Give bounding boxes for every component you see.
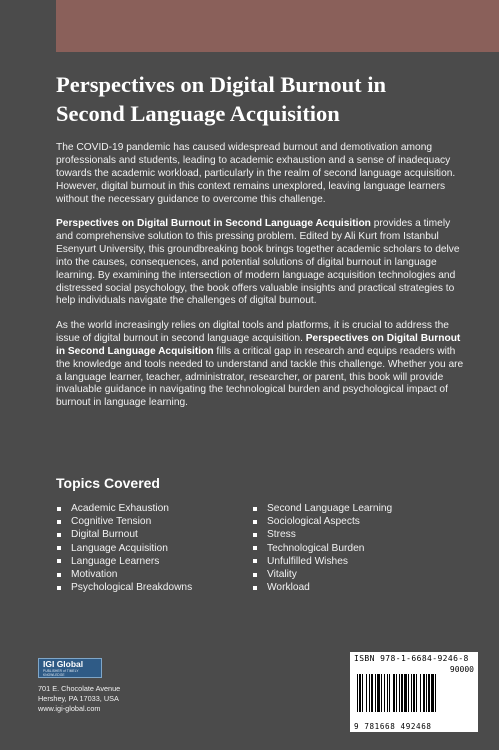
topic-item: Second Language Learning	[252, 502, 392, 515]
topics-list	[56, 502, 456, 594]
barcode-icon	[356, 674, 472, 720]
book-title-inline: Perspectives on Digital Burnout in Second Language Acquisition	[56, 332, 461, 357]
topic-item: Stress	[252, 528, 392, 541]
paragraph-3-text: fills a critical gap in research and equips readers with the knowledge and tools needed to understand and tackle this challenge. Whether you are a language learner, teacher, administrator, researcher, or parent, this book will provide invaluable guidance in navigating the technological burden and psychological impact of burnout in language learning.	[56, 345, 464, 409]
description-paragraph-2	[56, 218, 468, 308]
topic-item: Workload	[252, 581, 392, 594]
description-paragraph-3	[56, 320, 468, 410]
topic-item: Academic Exhaustion	[56, 502, 252, 515]
igi-global-logo	[38, 658, 102, 678]
topic-item: Unfulfilled Wishes	[252, 555, 392, 568]
barcode-digits: 9 781668 492468	[354, 722, 432, 731]
paragraph-2-text: provides a timely and comprehensive solution to this pressing problem. Edited by Ali Kurt from Istanbul Esenyurt University, this groundbreaking book brings together academic scholars to delve into the causes, consequences, and potential solutions of digital burnout in language learning. By examining the intersection of modern language acquisition technologies and distressed social psychology, the book offers valuable insights and practical strategies to help individuals navigate the challenges of digital burnout.	[56, 218, 460, 307]
book-title: Perspectives on Digital Burnout in Second Language Acquisition	[56, 72, 386, 126]
topic-item: Cognitive Tension	[56, 515, 252, 528]
topics-column-1	[56, 502, 252, 594]
logo-tagline: PUBLISHER of TIMELY KNOWLEDGE	[43, 668, 79, 677]
price-code: 90000	[449, 665, 474, 674]
topic-item: Technological Burden	[252, 542, 392, 555]
isbn-number: ISBN 978-1-6684-9246-8	[354, 654, 469, 663]
isbn-barcode-box	[350, 652, 478, 732]
description-paragraph-1: The COVID-19 pandemic has caused widespread burnout and demotivation among professionals and students, leading to academic exhaustion and a sense of inadequacy towards the academic workload, particularly in the realm of second language acquisition. However, digital burnout in this context remains unexplored, leaving language learners without the necessary guidance to overcome this challenge.	[56, 142, 456, 205]
publisher-website: www.igi-global.com	[38, 704, 101, 713]
topic-item: Sociological Aspects	[252, 515, 392, 528]
address-line-2: Hershey, PA 17033, USA	[38, 694, 119, 703]
publisher-block	[38, 658, 120, 714]
topic-item: Motivation	[56, 568, 252, 581]
topic-item: Vitality	[252, 568, 392, 581]
book-title-inline: Perspectives on Digital Burnout in Second Language Acquisition	[56, 218, 371, 230]
topic-item: Digital Burnout	[56, 528, 252, 541]
topic-item: Psychological Breakdowns	[56, 581, 252, 594]
paragraph-3-intro: As the world increasingly relies on digital tools and platforms, it is crucial to address the issue of digital burnout in second language acquisition.	[56, 319, 449, 344]
topics-heading: Topics Covered	[56, 475, 160, 491]
publisher-address	[38, 684, 120, 714]
address-line-1: 701 E. Chocolate Avenue	[38, 684, 121, 693]
description	[56, 142, 468, 422]
topic-item: Language Acquisition	[56, 542, 252, 555]
top-color-band	[56, 0, 499, 52]
topics-column-2	[252, 502, 392, 594]
topic-item: Language Learners	[56, 555, 252, 568]
logo-wordmark: IGI Global	[43, 658, 84, 669]
